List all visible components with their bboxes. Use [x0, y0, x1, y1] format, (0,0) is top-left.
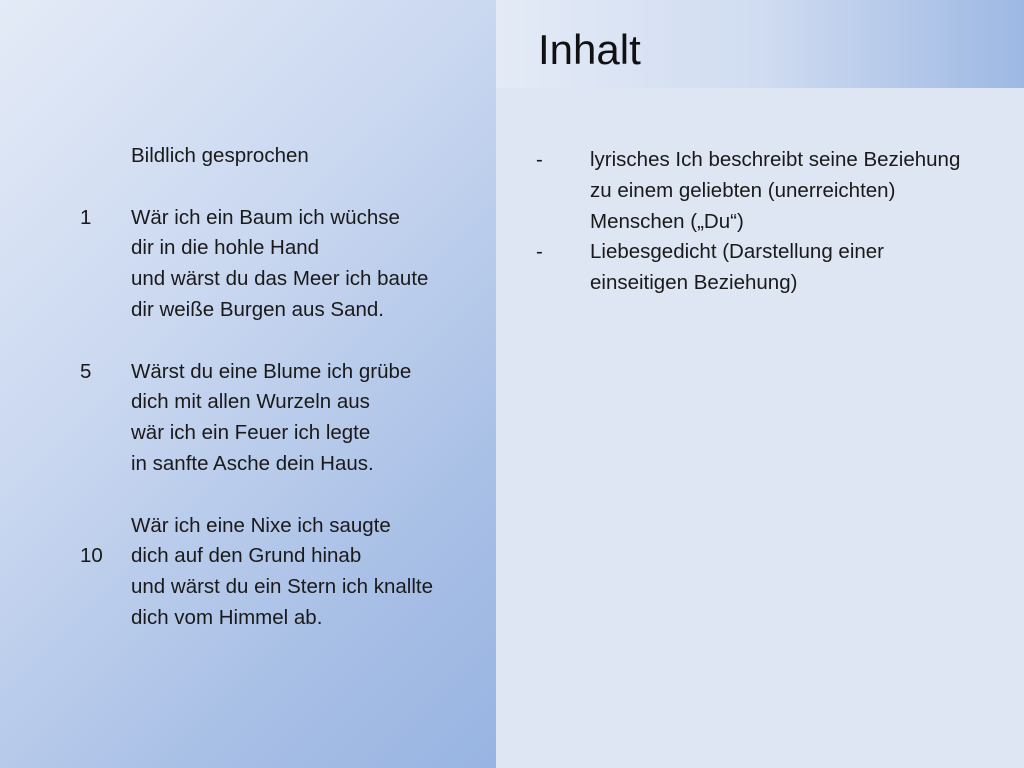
bullet-marker: -	[536, 148, 543, 171]
poem-line	[80, 357, 490, 388]
bullet-line: Liebesgedicht (Darstellung einer	[590, 240, 885, 264]
bullet-marker: -	[536, 240, 543, 264]
bullet-text	[590, 145, 960, 237]
line-number	[80, 418, 131, 449]
poem	[80, 141, 490, 665]
line-number	[80, 295, 131, 326]
line-text: Wär ich eine Nixe ich saugte	[131, 513, 391, 537]
slide-title: Inhalt	[538, 26, 641, 73]
line-text: in sanfte Asche dein Haus.	[131, 451, 374, 475]
line-text: Wärst du eine Blume ich grübe	[131, 359, 412, 383]
poem-line	[80, 233, 490, 264]
poem-line	[80, 511, 490, 542]
line-text: dir in die hohle Hand	[131, 236, 320, 260]
poem-line	[80, 418, 490, 449]
stanza-1	[80, 203, 490, 326]
poem-line	[80, 203, 490, 234]
line-number	[80, 233, 131, 264]
bullet-line: Menschen („Du“)	[590, 209, 744, 233]
content-list	[536, 145, 1016, 299]
line-number	[80, 264, 131, 295]
poem-title: Bildlich gesprochen	[131, 144, 309, 167]
bullet-item	[536, 237, 1016, 299]
stanza-3	[80, 511, 490, 634]
line-text: Wär ich ein Baum ich wüchse	[131, 205, 400, 229]
line-number	[80, 387, 131, 418]
poem-line	[80, 572, 490, 603]
line-number	[80, 511, 131, 542]
bullet-line: zu einem geliebten (unerreichten)	[590, 178, 896, 202]
right-panel	[496, 0, 1024, 768]
line-text: und wärst du ein Stern ich knallte	[131, 575, 433, 599]
poem-line	[80, 541, 490, 572]
line-text: wär ich ein Feuer ich legte	[131, 421, 371, 445]
line-text: dich auf den Grund hinab	[131, 544, 362, 568]
line-number: 5	[80, 359, 92, 383]
line-text: dich mit allen Wurzeln aus	[131, 390, 370, 414]
poem-line	[80, 295, 490, 326]
line-number: 1	[80, 205, 92, 229]
poem-line	[80, 387, 490, 418]
bullet-line: lyrisches Ich beschreibt seine Beziehung	[590, 148, 961, 171]
line-number	[80, 449, 131, 480]
line-number	[80, 572, 131, 603]
line-text: dich vom Himmel ab.	[131, 605, 323, 629]
poem-line	[80, 603, 490, 634]
bullet-item	[536, 145, 1016, 237]
poem-line	[80, 449, 490, 480]
bullet-line: einseitigen Beziehung)	[590, 271, 798, 295]
line-number: 10	[80, 544, 103, 568]
line-text: dir weiße Burgen aus Sand.	[131, 297, 384, 321]
bullet-text	[590, 237, 884, 299]
stanza-2	[80, 357, 490, 480]
line-text: und wärst du das Meer ich baute	[131, 267, 429, 291]
line-number	[80, 603, 131, 634]
poem-line	[80, 264, 490, 295]
